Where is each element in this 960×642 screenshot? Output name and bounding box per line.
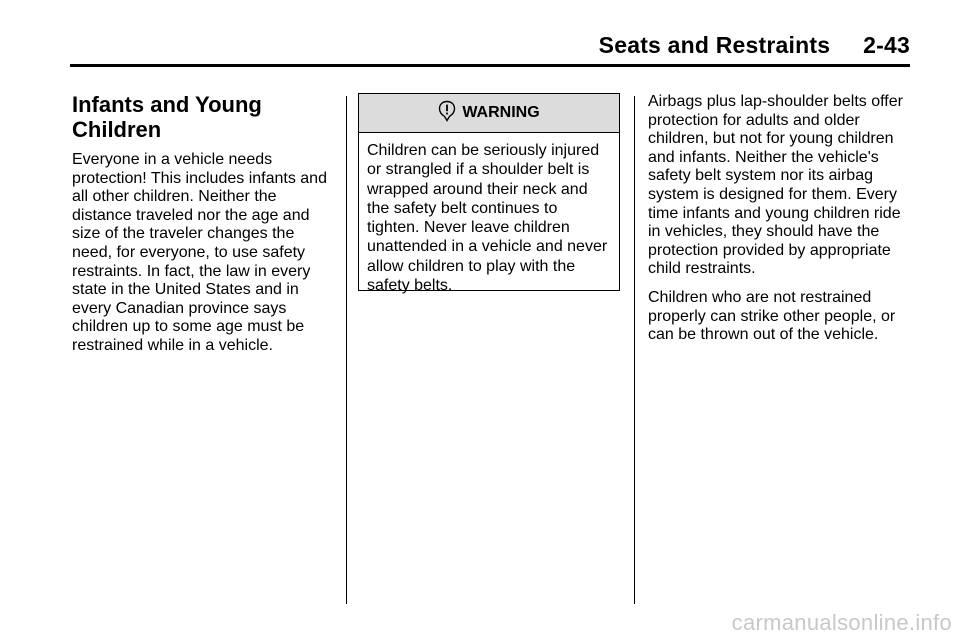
page-number: 2-43 [863,32,910,58]
column-divider-left [346,96,347,604]
page-header-title [599,32,910,59]
warning-bubble-icon [438,100,456,122]
right-column [648,93,910,355]
left-column [72,92,334,366]
section-heading [72,92,334,142]
warning-header [359,94,619,133]
warning-text: Children can be seriously injured or strangled if a shoulder belt is wrapped around their neck and the safety belt continues to tighten. Never leave children unattended in a vehicle and never allow children to play with the safety belts. [367,142,608,295]
section-title: Seats and Restraints [598,32,831,58]
page-header [70,28,910,67]
section-heading-line-2: Children [72,117,162,142]
warning-box [358,93,620,295]
watermark-text: carmanualsonline.info [731,610,952,635]
section-heading-line-1: Infants and Young [72,92,262,117]
warning-title: WARNING [462,104,540,121]
airbags-paragraph: Airbags plus lap-shoulder belts offer protection for adults and older children, but not for young children and infants. Neither the vehicle's safety belt system nor its airbag system is designed for them. Every time infants and young children ride in vehicles, they should have the protection provided by appropriate child restraints. [648,93,903,278]
column-divider-right [634,96,635,604]
unrestrained-paragraph: Children who are not restrained properly can strike other people, or can be thrown out of the vehicle. [648,288,896,344]
intro-paragraph: Everyone in a vehicle needs protection! This includes infants and all other children. Neither the distance traveled nor the age and size of the traveler changes the need, for everyone, to use safety restraints. In fact, the law in every state in the United States and in every Canadian province says children up to some age must be restrained while in a vehicle. [72,151,327,354]
